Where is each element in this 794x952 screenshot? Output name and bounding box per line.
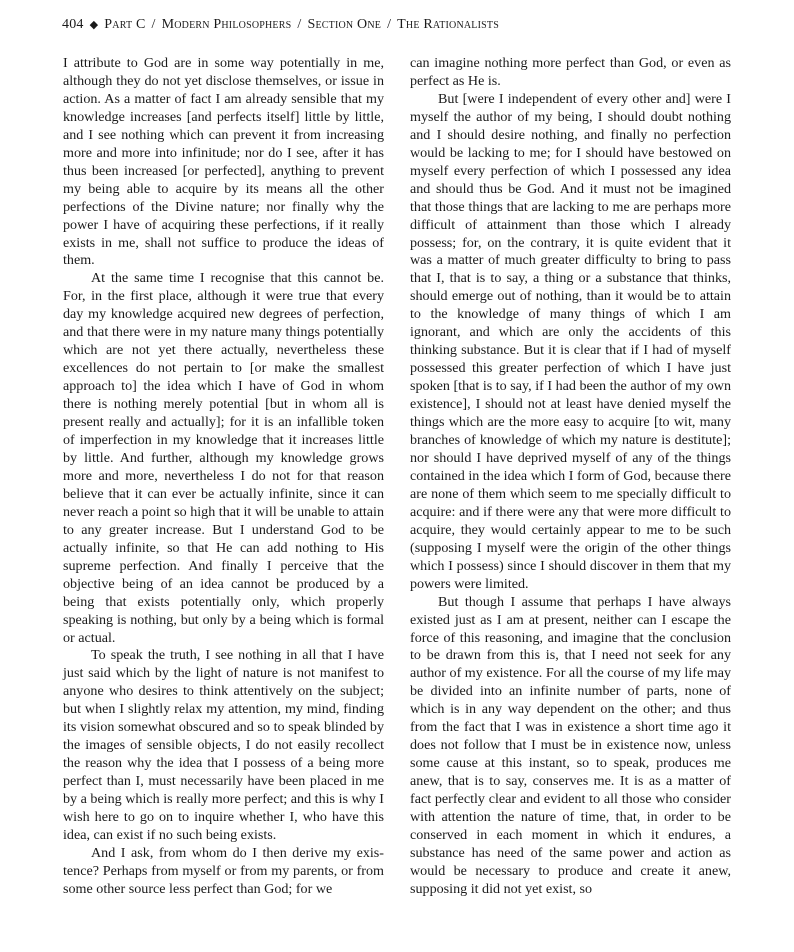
- running-header: [62, 17, 499, 33]
- paragraph: But [were I independent of every other and] were I myself the author of my being, I should doubt nothing and I should desire nothing, and finally no perfection would be lacking to me; for I should have bestowed on myself every perfection of which I possessed any idea and should thus be God. And it must not be imagined that those things that are lacking to me are perhaps more difficult of attainment than those which I already possess; for, on the contrary, it is quite evident that it was a matter of much greater difficulty to bring to pass that I, that is to say, a thing or a substance that thinks, should emerge out of nothing, than it would be to attain to the knowledge of many things of which I am ignorant, and which are only the accidents of this thinking substance. But it is clear that if I had of myself possessed this greater perfection of which I have just spoken [that is to say, if I had been the author of my own existence], I should not at least have denied myself the things which are the more easy to acquire [to wit, many branches of knowledge of which my nature is destitute]; nor should I have deprived myself of any of the things contained in the idea which I form of God, because there are none of them which seem to me specially difficult to acquire: and if there were any that were more difficult to acquire, they would certainly appear to me to be such (supposing I myself were the origin of the other things which I possess) since I should discover in them that my powers were limited.: [410, 90, 731, 592]
- header-separator: /: [297, 17, 302, 32]
- paragraph: I attribute to God are in some way potentially in me, although they do not yet disclose themselves, or issue in action. As a matter of fact I am already sensible that my knowledge increases [and perfects itself] little by little, and I see nothing which can prevent it from increasing more and more into infinitude; nor do I see, after it has thus been increased [or perfected], anything to prevent my being able to acquire by its means all the other perfections of the Divine nature; nor finally why the power I have of acquiring these perfections, if it really exists in me, shall not suffice to produce the ideas of them.: [63, 55, 384, 269]
- paragraph: can imagine nothing more perfect than God, or even as perfect as He is.: [410, 55, 731, 89]
- header-separator: /: [151, 17, 156, 32]
- header-chapter: The Rationalists: [397, 17, 499, 32]
- header-book-title: Modern Philosophers: [161, 17, 292, 32]
- header-part: Part C: [104, 17, 146, 32]
- right-text-column: [410, 55, 731, 899]
- header-section: Section One: [307, 17, 382, 32]
- page-number: 404: [62, 17, 84, 32]
- header-separator: /: [387, 17, 392, 32]
- left-text-column: [63, 55, 384, 899]
- paragraph: To speak the truth, I see nothing in all that I have just said which by the light of nature is not manifest to anyone who desires to think attentively on the subject; but when I slightly relax my attention, my mind, finding its vision somewhat obscured and so to speak blinded by the images of sensible objects, I do not easily recollect the reason why the idea that I possess of a being more perfect than I, must necessarily have been placed in me by a being which is really more perfect; and this is why I wish here to go on to inquire whether I, who have this idea, can exist if no such being exists.: [63, 647, 384, 843]
- paragraph: And I ask, from whom do I then derive my existence? Perhaps from myself or from my parents, or from some other source less perfect than God; for we: [63, 844, 384, 897]
- diamond-ornament-icon: ◆: [89, 19, 99, 31]
- paragraph: At the same time I recognise that this cannot be. For, in the first place, although it were true that every day my knowledge acquired new degrees of perfection, and that there were in my nature many things potentially which are not yet there actually, nevertheless these excellences do not pertain to [or make the smallest approach to] the idea which I have of God in whom there is nothing merely potential [but in whom all is present really and actually]; for it is an infallible token of imperfection in my knowledge that it increases little by little. And further, although my knowledge grows more and more, nevertheless I do not for that reason believe that it can ever be actually infinite, since it can never reach a point so high that it will be unable to attain to any greater increase. But I understand God to be actually infinite, so that He can add nothing to His supreme perfection. And finally I perceive that the objective being of an idea cannot be produced by a being that exists potentially only, which properly speaking is nothing, but only by a being which is formal or actual.: [63, 270, 384, 646]
- paragraph: But though I assume that perhaps I have always existed just as I am at present, neither can I escape the force of this reasoning, and imagine that the conclusion to be drawn from this is, that I need not seek for any author of my existence. For all the course of my life may be divided into an infinite number of parts, none of which is in any way dependent on the other; and thus from the fact that I was in existence a short time ago it does not follow that I must be in existence now, unless some cause at this instant, so to speak, produces me anew, that is to say, conserves me. It is as a matter of fact perfectly clear and evident to all those who consider with attention the nature of time, that, in order to be conserved in each moment in which it endures, a substance has need of the same power and action as would be necessary to produce and create it anew, supposing it did not yet exist, so: [410, 593, 731, 897]
